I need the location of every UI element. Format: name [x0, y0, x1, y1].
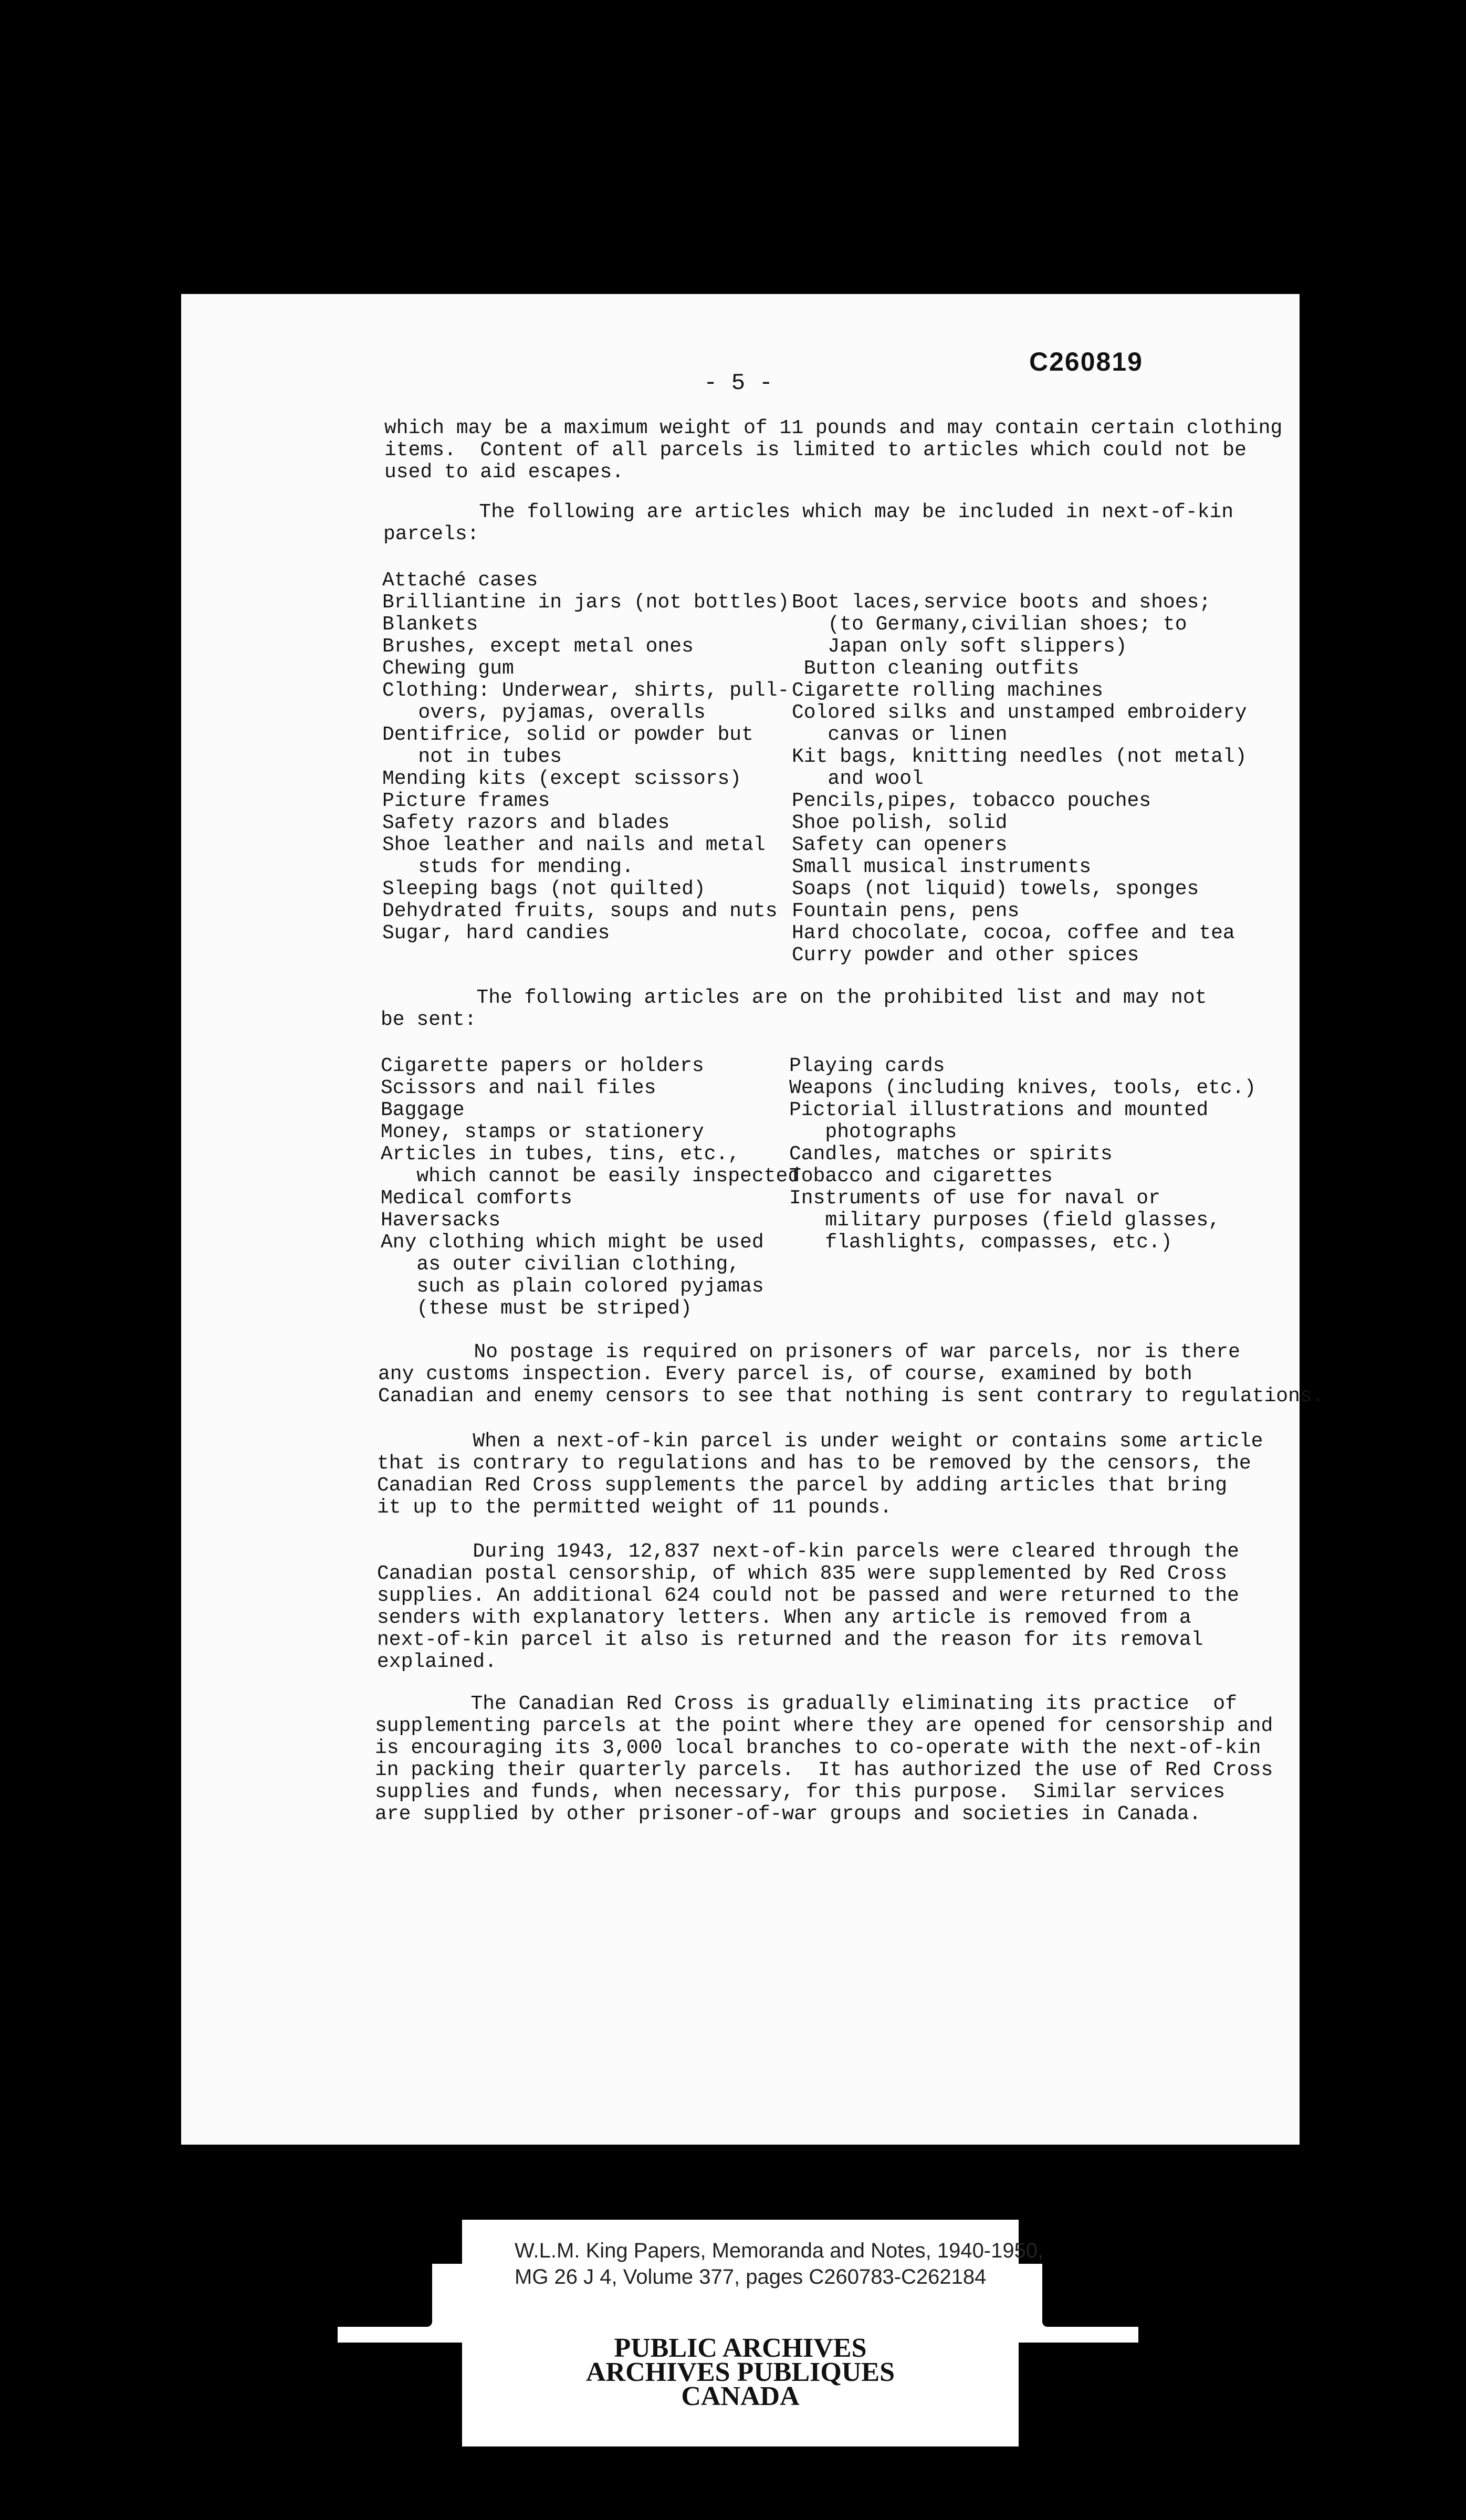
statistics-paragraph: During 1943, 12,837 next-of-kin parcels were cleared through the Canadian postal censorship, of which 835 were supplemented by Red Cross supplies. An additional 624 could not be passed and were returned to the senders with explanatory letters. When any article is removed from a next-of-kin parcel it also is returned and the reason for its removal explained. — [377, 1540, 1239, 1673]
intro-paragraph: which may be a maximum weight of 11 pounds and may contain certain clothing items. Content of all parcels is limited to articles which could not be used to aid escapes. — [384, 417, 1283, 484]
underweight-paragraph: When a next-of-kin parcel is under weight or contains some article that is contrary to regulations and has to be removed by the censors, the Canadian Red Cross supplements the parcel by adding articles that bring it up to the permitted weight of 11 pounds. — [377, 1430, 1263, 1519]
archive-caption: W.L.M. King Papers, Memoranda and Notes, 1940-1950, MG 26 J 4, Volume 377, pages C260783-C262184 — [515, 2239, 1044, 2288]
red-cross-paragraph: The Canadian Red Cross is gradually eliminating its practice of supplementing parcels at the point where they are opened for censorship and is encouraging its 3,000 local branches to co-operate with the next-of-kin in packing their quarterly parcels. It has authorized the use of Red Cross supplies and funds, when necessary, for this purpose. Similar services are supplied by other prisoner-of-war groups and societies in Canada. — [375, 1693, 1273, 1825]
prohibited-articles-heading: The following articles are on the prohibited list and may not be sent: — [381, 986, 1207, 1031]
prohibited-articles-left-column: Cigarette papers or holders Scissors and nail files Baggage Money, stamps or stationery Articles in tubes, tins, etc., which cannot be easily inspected Medical comforts Haversacks Any clothing which might be used as outer civilian clothing, such as plain colored pyjamas (these must be striped) — [381, 1055, 800, 1320]
archive-name-country: CANADA — [681, 2381, 800, 2411]
label-tab-right — [1042, 2264, 1138, 2327]
reference-number: C260819 — [1029, 347, 1143, 376]
archive-name-english: PUBLIC ARCHIVES — [614, 2333, 867, 2363]
allowed-articles-right-column: Boot laces,service boots and shoes; (to Germany,civilian shoes; to Japan only soft slippers) Button cleaning outfits Cigarette rolling machines Colored silks and unstamped embroidery canvas or linen Kit bags, knitting needles (not metal) and wool Pencils,pipes, tobacco pouches Shoe polish, solid Safety can openers Small musical instruments Soaps (not liquid) towels, sponges Fountain pens, pens Hard chocolate, cocoa, coffee and tea Curry powder and other spices — [792, 591, 1247, 967]
postage-paragraph: No postage is required on prisoners of war parcels, nor is there any customs inspection. Every parcel is, of course, examined by both Canadian and enemy censors to see that nothing is sent contrary to regulations. — [378, 1341, 1324, 1408]
label-tab-left — [338, 2264, 432, 2327]
allowed-articles-heading: The following are articles which may be included in next-of-kin parcels: — [383, 501, 1234, 545]
prohibited-articles-right-column: Playing cards Weapons (including knives, tools, etc.) Pictorial illustrations and mounted photographs Candles, matches or spirits Tobacco and cigarettes Instruments of use for naval or military purposes (field glasses, flashlights, compasses, etc.) — [789, 1055, 1256, 1254]
allowed-articles-left-column: Attaché cases Brilliantine in jars (not bottles) Blankets Brushes, except metal ones Chewing gum Clothing: Underwear, shirts, pull- overs, pyjamas, overalls Dentifrice, solid or powder but not in tubes Mending kits (except scissors) Picture frames Safety razors and blades Shoe leather and nails and metal studs for mending. Sleeping bags (not quilted) Dehydrated fruits, soups and nuts Sugar, hard candies — [382, 569, 790, 944]
archive-stamp — [462, 2333, 1019, 2411]
archive-name-french: ARCHIVES PUBLIQUES — [585, 2357, 895, 2387]
page-number: - 5 - — [704, 370, 773, 396]
